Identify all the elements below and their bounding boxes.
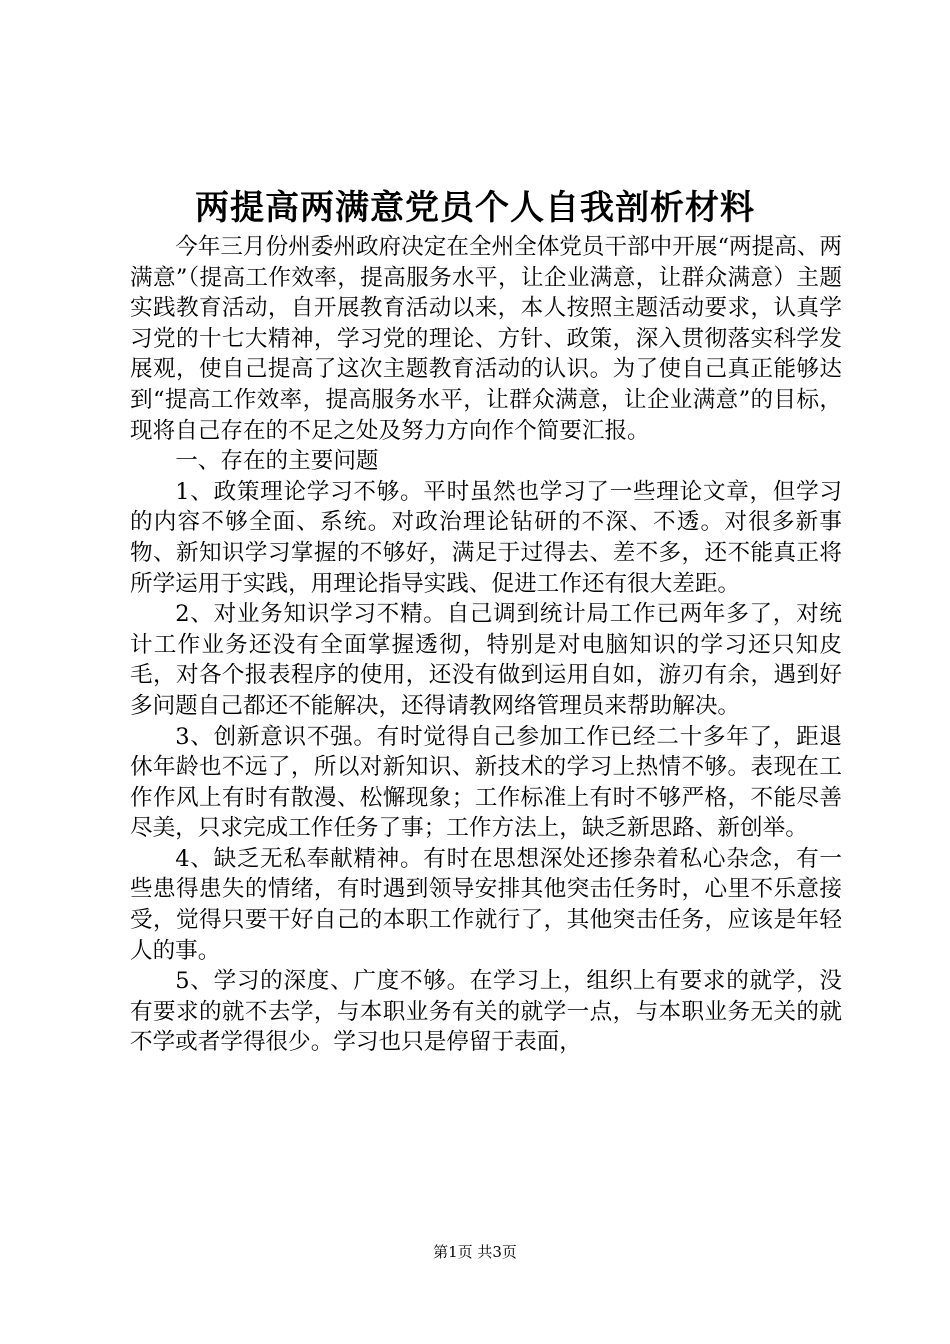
document-title: 两提高两满意党员个人自我剖析材料 — [195, 188, 755, 228]
document-body — [130, 232, 842, 1058]
intro-paragraph: 今年三月份州委州政府决定在全州全体党员干部中开展“两提高、两满意”（提高工作效率，提高服务水平，让企业满意，让群众满意）主题实践教育活动，自开展教育活动以来，本人按照主题活动要求，认真学习党的十七大精神，学习党的理论、方针、政策，深入贯彻落实科学发展观，使自己提高了这次主题教育活动的认识。为了使自己真正能够达到“提高工作效率，提高服务水平，让群众满意，让企业满意”的目标，现将自己存在的不足之处及努力方向作个简要汇报。 — [130, 234, 842, 444]
issue-paragraph-5: 5、学习的深度、广度不够。在学习上，组织上有要求的就学，没有要求的就不去学，与本职业务有关的就学一点，与本职业务无关的就不学或者学得很少。学习也只是停留于表面， — [130, 968, 842, 1056]
page-number-footer: 第1页 共3页 — [433, 1243, 517, 1261]
issue-paragraph-3: 3、创新意识不强。有时觉得自己参加工作已经二十多年了，距退休年龄也不远了，所以对新知识、新技术的学习上热情不够。表现在工作作风上有时有散漫、松懈现象；工作标准上有时不够严格，不能尽善尽美，只求完成工作任务了事；工作方法上，缺乏新思路、新创举。 — [130, 723, 842, 842]
issue-paragraph-1: 1、政策理论学习不够。平时虽然也学习了一些理论文章，但学习的内容不够全面、系统。对政治理论钻研的不深、不透。对很多新事物、新知识学习掌握的不够好，满足于过得去、差不多，还不能真正将所学运用于实践，用理论指导实践、促进工作还有很大差距。 — [130, 478, 842, 597]
issue-paragraph-2: 2、对业务知识学习不精。自己调到统计局工作已两年多了，对统计工作业务还没有全面掌握透彻，特别是对电脑知识的学习还只知皮毛，对各个报表程序的使用，还没有做到运用自如，游刃有余，遇到好多问题自己都还不能解决，还得请教网络管理员来帮助解决。 — [130, 601, 842, 719]
section-heading: 一、存在的主要问题 — [175, 448, 379, 475]
issue-paragraph-4: 4、缺乏无私奉献精神。有时在思想深处还掺杂着私心杂念，有一些患得患失的情绪，有时遇到领导安排其他突击任务时，心里不乐意接受，觉得只要干好自己的本职工作就行了，其他突击任务，应该是年轻人的事。 — [130, 845, 842, 964]
